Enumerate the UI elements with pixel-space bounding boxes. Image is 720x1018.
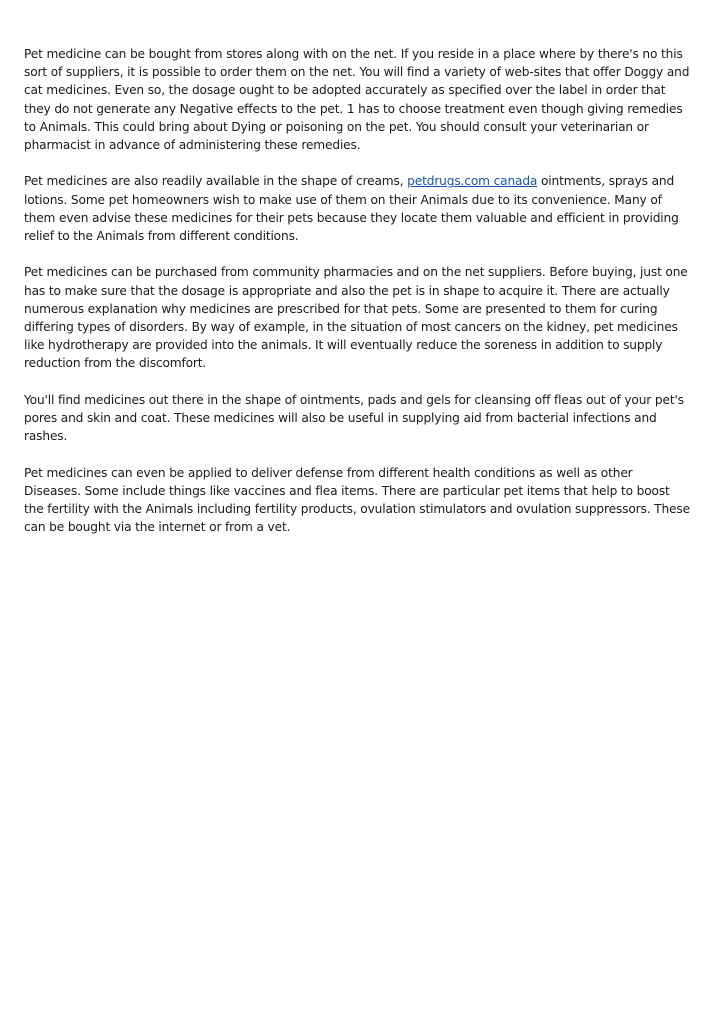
paragraph-2-text-before-link: Pet medicines are also readily available in the shape of creams, bbox=[24, 174, 408, 189]
petdrugs-canada-link[interactable]: petdrugs.com canada bbox=[407, 174, 538, 189]
paragraph-3: Pet medicines can be purchased from community pharmacies and on the net suppliers. Before buying, just one has to make sure that the dosage is appropriate and also the pet is in shape to acquire it. There are actually numerous explanation why medicines are prescribed for that pets. Some are presented to them for curing differing types of disorders. By way of example, in the situation of most cancers on the kidney, pet medicines like hydrotherapy are provided into the animals. It will eventually reduce the soreness in addition to supply reduction from the discomfort. bbox=[24, 265, 688, 371]
paragraph-2-text-after-link: ointments, sprays and lotions. Some pet homeowners wish to make use of them on their Animals due to its convenience. Many of them even advise these medicines for their pets because they locate them valuable and efficient in providing relief to the Animals from different conditions. bbox=[24, 174, 679, 244]
paragraph-4: You'll find medicines out there in the shape of ointments, pads and gels for cleansing off fleas out of your pet's pores and skin and coat. These medicines will also be useful in supplying aid from bacterial infections and rashes. bbox=[24, 392, 684, 444]
paragraph-1: Pet medicine can be bought from stores along with on the net. If you reside in a place where by there's no this sort of suppliers, it is possible to order them on the net. You will find a variety of web-sites that offer Doggy and cat medicines. Even so, the dosage ought to be adopted accurately as specified over the label in order that they do not generate any Negative effects to the pet. 1 has to choose treatment even though giving remedies to Animals. This could bring about Dying or poisoning on the pet. You should consult your veterinarian or pharmacist in advance of administering these remedies. bbox=[24, 47, 690, 153]
paragraph-5: Pet medicines can even be applied to deliver defense from different health conditions as well as other Diseases. Some include things like vaccines and flea items. There are particular pet items that help to boost the fertility with the Animals including fertility products, ovulation stimulators and ovulation suppressors. These can be bought via the internet or from a vet. bbox=[24, 465, 690, 535]
document-body bbox=[24, 45, 692, 555]
paragraph-2 bbox=[24, 172, 692, 245]
